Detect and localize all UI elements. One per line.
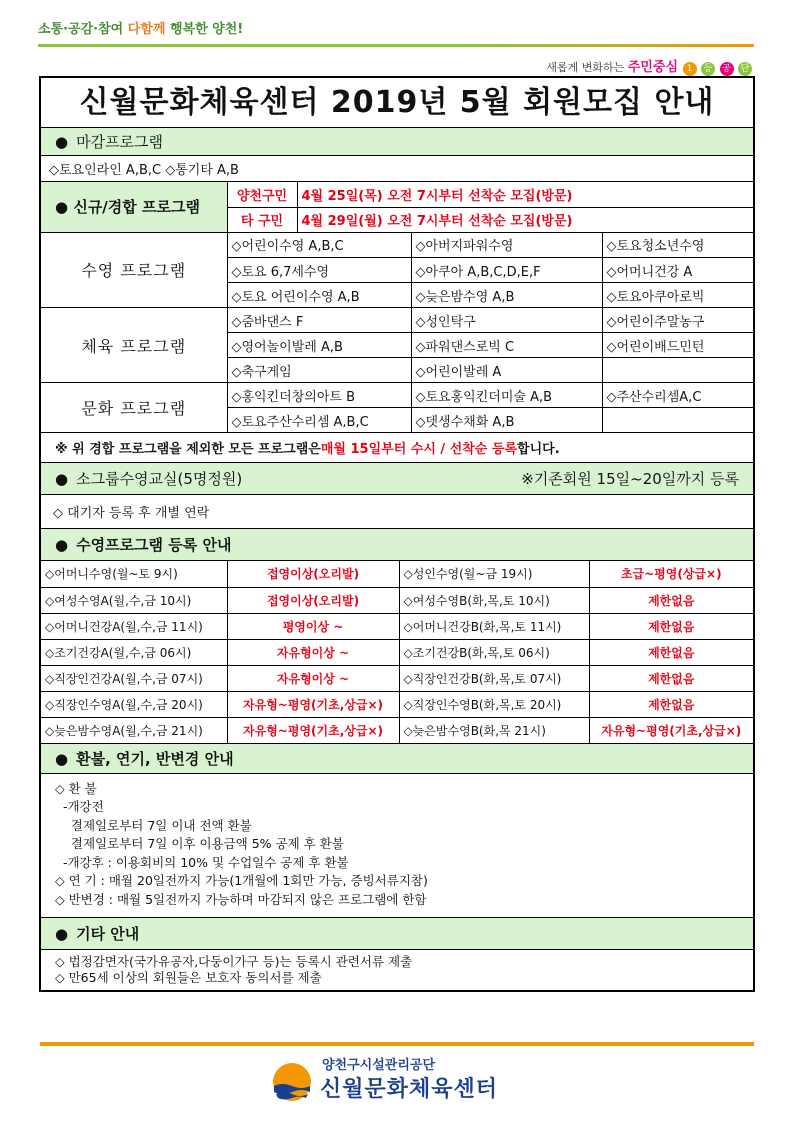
table-row — [41, 561, 753, 587]
small-group-note: ※기존회원 15일~20일까지 등록 — [521, 470, 739, 488]
swim-class: ◇늦은밤수영B(화,목 21시) — [399, 717, 589, 743]
swim-requirement: 자유형~평영(기초,상급×) — [227, 717, 399, 743]
page-title: 신월문화체육센터 2019년 5월 회원모집 안내 — [41, 78, 753, 128]
swim-requirement: 초급~평영(상급×) — [589, 561, 753, 587]
note-line: 결제일로부터 7일 이내 전액 환불 — [55, 817, 252, 833]
swim-class: ◇조기건강A(월,수,금 06시) — [41, 639, 227, 665]
program-item: ◇토요주산수리셈 A,B,C — [227, 408, 411, 433]
section-small-group: ● 소그룹수영교실(5명정원) ※기존회원 15일~20일까지 등록 — [41, 463, 753, 495]
category-sports: 체육 프로그램 — [41, 308, 227, 383]
program-item — [602, 358, 753, 383]
etc-notes — [41, 950, 753, 990]
bullet-icon: ● — [55, 536, 69, 554]
notice-frame — [39, 76, 755, 992]
badge-2: 등 — [701, 62, 715, 76]
program-item: ◇줌바댄스 F — [227, 308, 411, 333]
note-line: ◇ 연 기 : 매월 20일전까지 가능(1개월에 1회만 가능, 증빙서류지참) — [55, 873, 428, 888]
swim-requirement: 제한없음 — [589, 691, 753, 717]
footer-center-name: 신월문화체육센터 — [320, 1077, 499, 1102]
nonresident-date: 4월 29일(월) 오전 7시부터 선착순 모집(방문) — [297, 207, 753, 232]
bullet-icon: ● — [55, 749, 69, 768]
swim-requirement: 자유형~평영(기초,상급×) — [589, 717, 753, 743]
note-line: ◇ 반변경 : 매월 5일전까지 가능하며 마감되지 않은 프로그램에 한함 — [55, 891, 427, 907]
swim-requirement: 평영이상 ~ — [227, 613, 399, 639]
program-item: ◇어린이발레 A — [411, 358, 602, 383]
sun-logo-icon — [272, 1062, 312, 1102]
note-line: ◇ 법정감면자(국가유공자,다둥이가구 등)는 등록시 관련서류 제출 — [55, 954, 413, 969]
swim-requirement: 제한없음 — [589, 613, 753, 639]
badge-1: 1 — [683, 62, 697, 76]
program-item: ◇축구게임 — [227, 358, 411, 383]
table-row — [41, 717, 753, 743]
table-row — [41, 613, 753, 639]
resident-label: 양천구민 — [227, 182, 297, 207]
swim-requirement: 자유형이상 ~ — [227, 639, 399, 665]
program-item: ◇토요청소년수영 — [602, 233, 753, 258]
swim-class: ◇조기건강B(화,목,토 06시) — [399, 639, 589, 665]
program-item: ◇늦은밤수영 A,B — [411, 283, 602, 308]
small-group-body: ◇ 대기자 등록 후 개별 연락 — [41, 495, 753, 529]
program-item: ◇주산수리셈A,C — [602, 383, 753, 408]
swim-requirement: 자유형~평영(기초,상급×) — [227, 691, 399, 717]
section-closed: ● 마감프로그램 — [41, 128, 753, 156]
section-etc: ● 기타 안내 — [41, 918, 753, 950]
resident-date: 4월 25일(목) 오전 7시부터 선착순 모집(방문) — [297, 182, 753, 207]
swim-class: ◇어머니건강B(화,목,토 11시) — [399, 613, 589, 639]
swim-class: ◇직장인건강B(화,목,토 07시) — [399, 665, 589, 691]
program-item: ◇어린이수영 A,B,C — [227, 233, 411, 258]
section-swim-registration: ● 수영프로그램 등록 안내 — [41, 529, 753, 561]
program-item: ◇홍익킨더창의아트 B — [227, 383, 411, 408]
swim-class: ◇성인수영(월~금 19시) — [399, 561, 589, 587]
swim-class: ◇직장인수영A(월,수,금 20시) — [41, 691, 227, 717]
swim-registration-table — [41, 561, 753, 744]
swim-requirement: 접영이상(오리발) — [227, 587, 399, 613]
swim-requirement: 제한없음 — [589, 587, 753, 613]
program-item — [602, 408, 753, 433]
badge-3: 공 — [720, 62, 734, 76]
program-item: ◇파워댄스로빅 C — [411, 333, 602, 358]
swim-requirement: 제한없음 — [589, 665, 753, 691]
note-line: -개강전 — [55, 799, 104, 814]
bullet-icon: ● — [55, 925, 69, 943]
closed-items: ◇토요인라인 A,B,C ◇통기타 A,B — [41, 156, 753, 182]
note-line: ◇ 환 불 — [55, 780, 97, 796]
swim-class: ◇어머니건강A(월,수,금 11시) — [41, 613, 227, 639]
table-row — [41, 639, 753, 665]
program-item: ◇토요홍익킨더미술 A,B — [411, 383, 602, 408]
footer-divider — [40, 1042, 754, 1046]
bullet-icon: ● — [55, 470, 69, 488]
header-tagline: 새롭게 변화하는 주민중심 1 등 공 단 — [546, 56, 752, 76]
category-culture: 문화 프로그램 — [41, 383, 227, 433]
program-grid — [41, 233, 753, 434]
program-item: ◇아쿠아 A,B,C,D,E,F — [411, 258, 602, 283]
refund-notes — [41, 774, 753, 919]
bullet-icon: ● — [55, 133, 69, 151]
swim-requirement: 제한없음 — [589, 639, 753, 665]
program-item: ◇영어놀이발레 A,B — [227, 333, 411, 358]
registration-notice: ※ 위 경합 프로그램을 제외한 모든 프로그램은 매월 15일부터 수시 / 선착순 등록 합니다. — [41, 433, 753, 463]
program-item: ◇어머니건강 A — [602, 258, 753, 283]
note-line: -개강후 : 이용회비의 10% 및 수업일수 공제 후 환불 — [55, 854, 349, 870]
note-line: 결제일로부터 7일 이후 이용금액 5% 공제 후 환불 — [55, 836, 344, 851]
swim-class: ◇늦은밤수영A(월,수,금 21시) — [41, 717, 227, 743]
program-item: ◇토요 6,7세수영 — [227, 258, 411, 283]
swim-requirement: 자유형이상 ~ — [227, 665, 399, 691]
section-refund: ● 환불, 연기, 반변경 안내 — [41, 744, 753, 774]
badge-4: 단 — [738, 62, 752, 76]
swim-class: ◇어머니수영(월~토 9시) — [41, 561, 227, 587]
header-divider — [38, 44, 754, 47]
program-item: ◇성인탁구 — [411, 308, 602, 333]
table-row — [41, 691, 753, 717]
program-item: ◇토요아쿠아로빅 — [602, 283, 753, 308]
table-row — [41, 665, 753, 691]
new-program-table — [41, 182, 753, 233]
slogan-highlight: 다함께 — [127, 22, 166, 37]
footer-logo — [272, 1054, 572, 1104]
swim-class: ◇직장인건강A(월,수,금 07시) — [41, 665, 227, 691]
footer-org: 양천구시설관리공단 — [322, 1058, 436, 1073]
bullet-icon: ● — [55, 198, 69, 217]
section-new: ● 신규/경합 프로그램 — [41, 182, 227, 232]
nonresident-label: 타 구민 — [227, 207, 297, 232]
swim-class: ◇여성수영B(화,목,토 10시) — [399, 587, 589, 613]
program-item: ◇뎃생수채화 A,B — [411, 408, 602, 433]
program-item: ◇토요 어린이수영 A,B — [227, 283, 411, 308]
table-row — [41, 587, 753, 613]
program-item: ◇아버지파워수영 — [411, 233, 602, 258]
note-line: ◇ 만65세 이상의 회원들은 보호자 동의서를 제출 — [55, 970, 322, 985]
swim-class: ◇여성수영A(월,수,금 10시) — [41, 587, 227, 613]
program-item: ◇어린이주말농구 — [602, 308, 753, 333]
swim-requirement: 접영이상(오리발) — [227, 561, 399, 587]
header-slogan: 소통·공감·참여 다함께 행복한 양천! — [38, 22, 244, 37]
category-swim: 수영 프로그램 — [41, 233, 227, 308]
program-item: ◇어린이배드민턴 — [602, 333, 753, 358]
swim-class: ◇직장인수영B(화,목,토 20시) — [399, 691, 589, 717]
